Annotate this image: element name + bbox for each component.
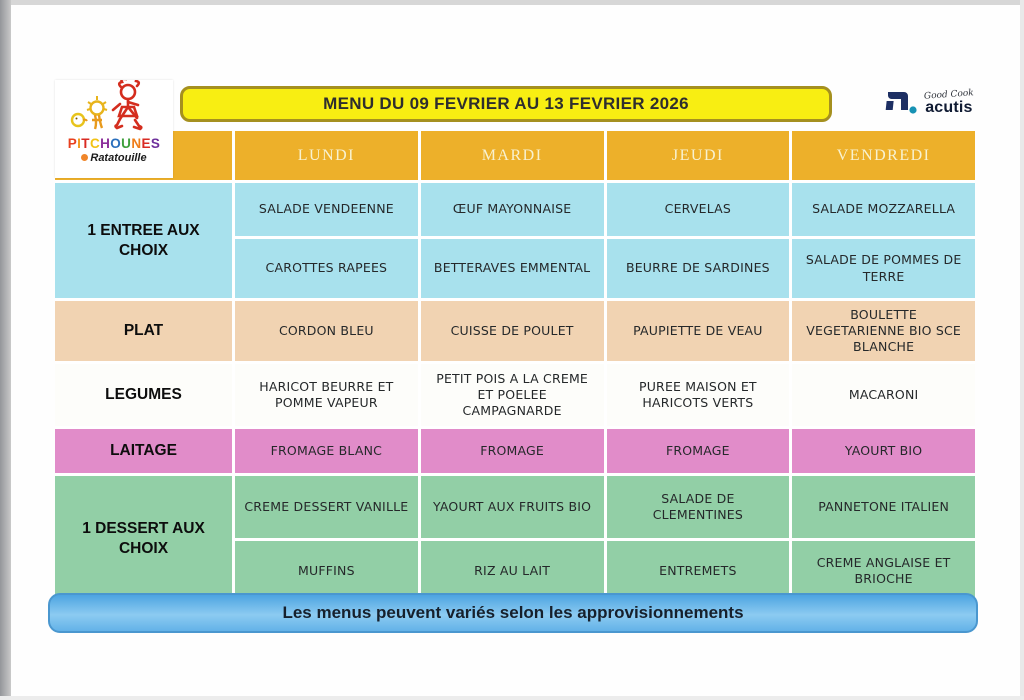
menu-cell: PANNETONE ITALIEN — [792, 476, 975, 538]
acutis-logo — [884, 84, 990, 122]
footer-text: Les menus peuvent variés selon les approvisionnements — [282, 603, 744, 622]
page-edge-top — [0, 0, 1024, 5]
pitchounes-letter: P — [67, 136, 78, 151]
children-drawing-icon — [66, 80, 162, 136]
menu-cell: BETTERAVES EMMENTAL — [421, 239, 604, 298]
menu-cell: SALADE DE CLEMENTINES — [607, 476, 790, 538]
menu-cell: BOULETTE VEGETARIENNE BIO SCE BLANCHE — [792, 301, 975, 361]
page-edge-right — [1020, 0, 1024, 700]
menu-cell: CAROTTES RAPEES — [235, 239, 418, 298]
day-header: JEUDI — [607, 131, 790, 180]
menu-table — [55, 131, 975, 586]
row-label: 1 DESSERT AUX CHOIX — [55, 476, 232, 601]
row-label: PLAT — [55, 301, 232, 361]
day-header: VENDREDI — [792, 131, 975, 180]
menu-cell: PUREE MAISON ET HARICOTS VERTS — [607, 364, 790, 426]
acutis-name-text: acutis — [925, 98, 973, 116]
acutis-script-text: Good Cook — [923, 87, 975, 102]
menu-cell: FROMAGE — [421, 429, 604, 473]
menu-title-banner — [180, 86, 832, 122]
pitchounes-letter: H — [100, 136, 111, 151]
menu-cell: FROMAGE — [607, 429, 790, 473]
pitchounes-letter: S — [150, 136, 161, 151]
menu-cell: MACARONI — [792, 364, 975, 426]
row-label: LAITAGE — [55, 429, 232, 473]
menu-cell: CREME ANGLAISE ET BRIOCHE — [792, 541, 975, 601]
row-label: LEGUMES — [55, 364, 232, 426]
menu-cell: ENTREMETS — [607, 541, 790, 601]
page-edge-bottom — [0, 696, 1024, 700]
menu-cell: PETIT POIS A LA CREME ET POELEE CAMPAGNARDE — [421, 364, 604, 426]
menu-cell: PAUPIETTE DE VEAU — [607, 301, 790, 361]
page-edge-left — [0, 0, 11, 700]
pitchounes-logo — [55, 80, 173, 178]
menu-cell: BEURRE DE SARDINES — [607, 239, 790, 298]
tomato-dot-icon — [81, 154, 88, 161]
pitchounes-letter: N — [131, 136, 142, 151]
menu-cell: CUISSE DE POULET — [421, 301, 604, 361]
menu-cell: SALADE VENDEENNE — [235, 183, 418, 236]
pitchounes-letter: O — [110, 136, 122, 151]
pitchounes-letter: U — [121, 136, 132, 151]
menu-cell: YAOURT AUX FRUITS BIO — [421, 476, 604, 538]
menu-cell: HARICOT BEURRE ET POMME VAPEUR — [235, 364, 418, 426]
menu-cell: CERVELAS — [607, 183, 790, 236]
menu-cell: FROMAGE BLANC — [235, 429, 418, 473]
row-label: 1 ENTREE AUX CHOIX — [55, 183, 232, 298]
pitchounes-letter: I — [77, 136, 82, 151]
day-header: LUNDI — [235, 131, 418, 180]
pitchounes-letter: T — [81, 136, 90, 151]
pitchounes-wordmark — [68, 137, 161, 151]
menu-cell: CORDON BLEU — [235, 301, 418, 361]
footer-banner — [48, 593, 978, 633]
menu-cell: YAOURT BIO — [792, 429, 975, 473]
menu-cell: SALADE DE POMMES DE TERRE — [792, 239, 975, 298]
pitchounes-letter: E — [141, 136, 151, 151]
menu-cell: RIZ AU LAIT — [421, 541, 604, 601]
ratatouille-label: Ratatouille — [81, 152, 146, 164]
menu-title-text: MENU DU 09 FEVRIER AU 13 FEVRIER 2026 — [323, 94, 689, 113]
menu-cell: ŒUF MAYONNAISE — [421, 183, 604, 236]
menu-cell: CREME DESSERT VANILLE — [235, 476, 418, 538]
pitchounes-letter: C — [89, 136, 101, 151]
menu-cell: SALADE MOZZARELLA — [792, 183, 975, 236]
acutis-mark-icon — [884, 88, 918, 118]
menu-cell: MUFFINS — [235, 541, 418, 601]
day-header: MARDI — [421, 131, 604, 180]
